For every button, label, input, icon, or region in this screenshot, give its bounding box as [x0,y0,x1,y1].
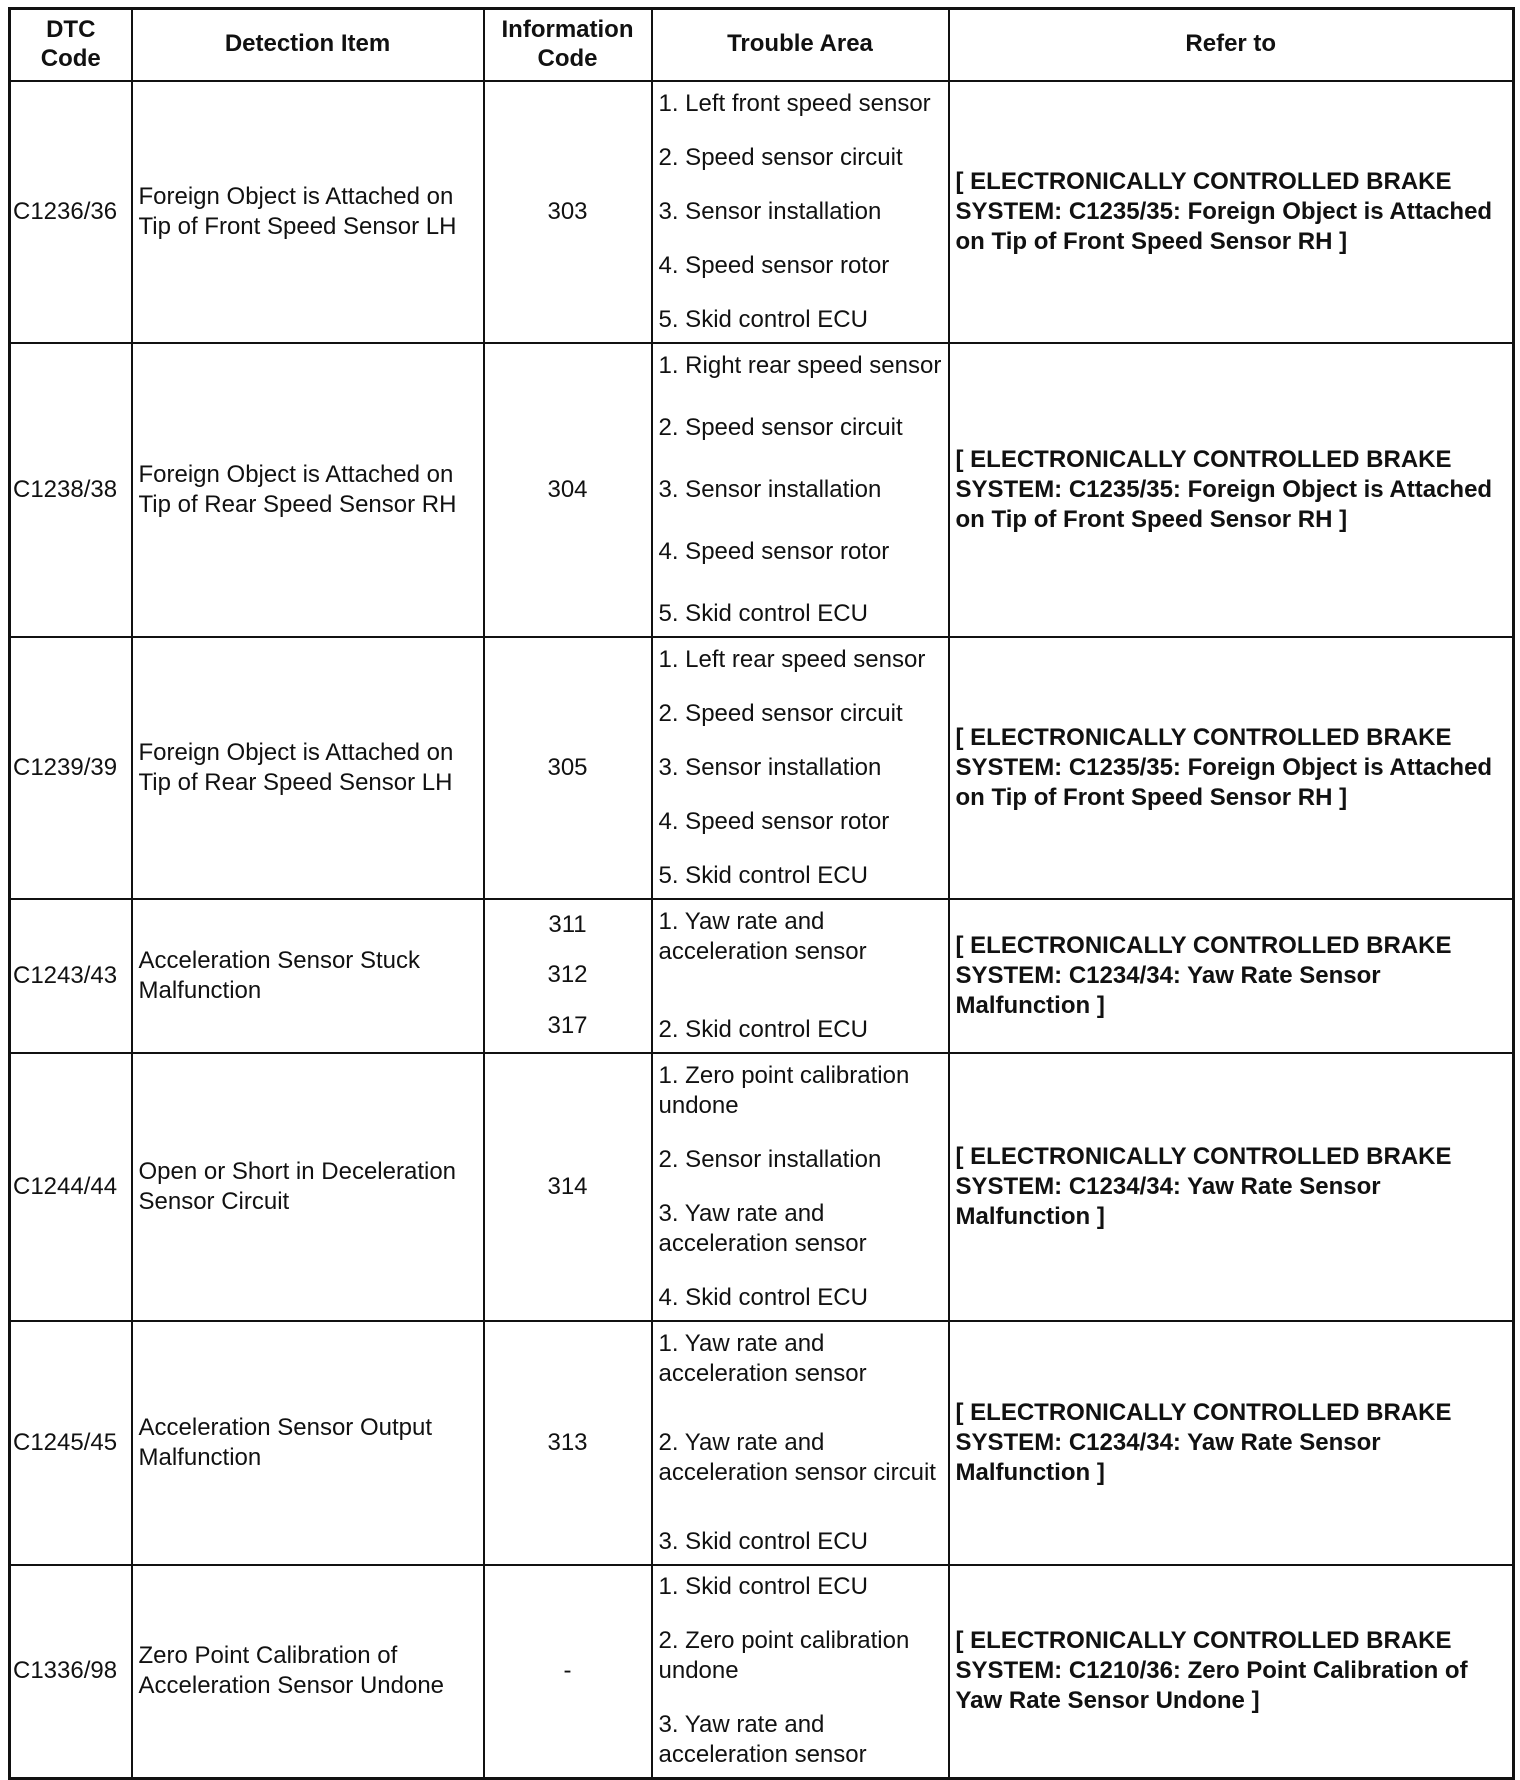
header-refer-to: Refer to [949,9,1514,81]
trouble-area-item: 2. Speed sensor circuit [658,143,903,171]
header-dtc-code: DTC Code [10,9,132,81]
table-row [10,1321,1514,1565]
information-code-cell: 304 [484,343,652,637]
trouble-area-cell [652,1321,949,1565]
table-row [10,637,1514,899]
trouble-area-cell [652,1565,949,1779]
dtc-code-cell: C1238/38 [10,343,132,637]
dtc-code-cell: C1239/39 [10,637,132,899]
refer-to-link[interactable]: [ ELECTRONICALLY CONTROLLED BRAKE SYSTEM: C1210/36: Zero Point Calibration of Yaw Rate Sensor Undone ] [949,1565,1514,1779]
trouble-area-cell [652,637,949,899]
table-row [10,1053,1514,1321]
trouble-area-cell [652,899,949,1053]
trouble-area-item: 4. Speed sensor rotor [658,251,890,279]
dtc-code-cell: C1245/45 [10,1321,132,1565]
trouble-area-item: 3. Yaw rate and acceleration sensor [658,1199,867,1257]
information-code-cell: 313 [484,1321,652,1565]
header-information-code: Information Code [484,9,652,81]
table-row [10,1565,1514,1779]
trouble-area-item: 2. Speed sensor circuit [658,413,903,441]
trouble-area-item: 2. Skid control ECU [658,1015,868,1043]
detection-item-cell: Foreign Object is Attached on Tip of Front Speed Sensor LH [132,81,484,343]
trouble-area-item: 1. Left rear speed sensor [658,645,926,673]
information-code: 311 [548,910,587,938]
trouble-area-item: 3. Skid control ECU [658,1527,868,1555]
trouble-area-cell [652,1053,949,1321]
detection-item-cell: Acceleration Sensor Output Malfunction [132,1321,484,1565]
trouble-area-item: 3. Sensor installation [658,197,882,225]
information-code-cell: - [484,1565,652,1779]
trouble-area-item: 4. Speed sensor rotor [658,807,890,835]
trouble-area-item: 2. Sensor installation [658,1145,882,1173]
detection-item-cell: Foreign Object is Attached on Tip of Rear Speed Sensor LH [132,637,484,899]
trouble-area-item: 1. Left front speed sensor [658,89,931,117]
trouble-area-cell [652,343,949,637]
detection-item-cell: Foreign Object is Attached on Tip of Rear Speed Sensor RH [132,343,484,637]
dtc-code-cell: C1243/43 [10,899,132,1053]
trouble-area-item: 2. Speed sensor circuit [658,699,903,727]
table-row [10,899,1514,1053]
information-code: 312 [547,961,588,989]
trouble-area-item: 5. Skid control ECU [658,305,868,333]
trouble-area-item: 4. Speed sensor rotor [658,537,890,565]
dtc-code-cell: C1236/36 [10,81,132,343]
detection-item-cell: Zero Point Calibration of Acceleration Sensor Undone [132,1565,484,1779]
trouble-area-item: 1. Yaw rate and acceleration sensor [658,907,867,965]
information-code-cell: 314 [484,1053,652,1321]
trouble-area-item: 3. Sensor installation [658,753,882,781]
dtc-code-cell: C1336/98 [10,1565,132,1779]
trouble-area-item: 1. Zero point calibration undone [658,1061,910,1119]
refer-to-link[interactable]: [ ELECTRONICALLY CONTROLLED BRAKE SYSTEM: C1234/34: Yaw Rate Sensor Malfunction ] [949,1053,1514,1321]
dtc-table [8,7,1515,1780]
refer-to-link[interactable]: [ ELECTRONICALLY CONTROLLED BRAKE SYSTEM: C1235/35: Foreign Object is Attached on Tip of Front Speed Sensor RH ] [949,81,1514,343]
detection-item-cell: Acceleration Sensor Stuck Malfunction [132,899,484,1053]
detection-item-cell: Open or Short in Deceleration Sensor Circuit [132,1053,484,1321]
table-row [10,343,1514,637]
header-row [10,9,1514,81]
trouble-area-item: 3. Sensor installation [658,475,882,503]
header-trouble-area: Trouble Area [652,9,949,81]
trouble-area-item: 5. Skid control ECU [658,599,868,627]
table-row [10,81,1514,343]
refer-to-link[interactable]: [ ELECTRONICALLY CONTROLLED BRAKE SYSTEM: C1234/34: Yaw Rate Sensor Malfunction ] [949,899,1514,1053]
trouble-area-item: 3. Yaw rate and acceleration sensor [658,1711,867,1769]
trouble-area-item: 1. Skid control ECU [658,1573,868,1601]
trouble-area-item: 2. Yaw rate and acceleration sensor circuit [658,1428,936,1486]
trouble-area-item: 1. Yaw rate and acceleration sensor [658,1329,867,1387]
information-code: 317 [547,1012,588,1040]
dtc-code-cell: C1244/44 [10,1053,132,1321]
information-code-cell [484,899,652,1053]
refer-to-link[interactable]: [ ELECTRONICALLY CONTROLLED BRAKE SYSTEM: C1234/34: Yaw Rate Sensor Malfunction ] [949,1321,1514,1565]
trouble-area-item: 1. Right rear speed sensor [658,351,942,379]
information-code-cell: 303 [484,81,652,343]
refer-to-link[interactable]: [ ELECTRONICALLY CONTROLLED BRAKE SYSTEM: C1235/35: Foreign Object is Attached on Tip of Front Speed Sensor RH ] [949,637,1514,899]
trouble-area-cell [652,81,949,343]
information-code-cell: 305 [484,637,652,899]
trouble-area-item: 4. Skid control ECU [658,1283,868,1311]
refer-to-link[interactable]: [ ELECTRONICALLY CONTROLLED BRAKE SYSTEM: C1235/35: Foreign Object is Attached on Tip of Front Speed Sensor RH ] [949,343,1514,637]
trouble-area-item: 5. Skid control ECU [658,861,868,889]
header-detection-item: Detection Item [132,9,484,81]
trouble-area-item: 2. Zero point calibration undone [658,1627,910,1685]
